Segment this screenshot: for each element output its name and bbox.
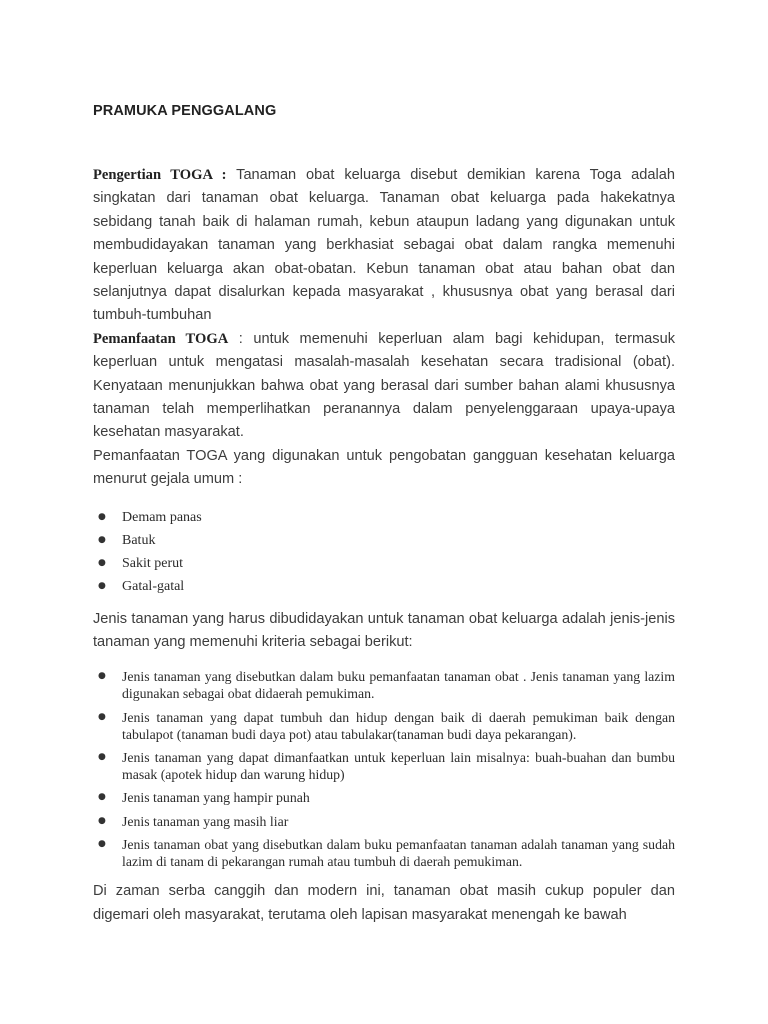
paragraph-lead-pengertian: Pengertian TOGA : <box>93 167 227 183</box>
list-item-text: Jenis tanaman yang disebutkan dalam buku pemanfaatan tanaman obat . Jenis tanaman yang lazim digunakan sebagai obat didaerah pemukiman. <box>122 669 675 702</box>
list-item-text: Batuk <box>122 532 156 548</box>
paragraph-lead-pemanfaatan: Pemanfaatan TOGA <box>93 330 229 347</box>
criteria-list <box>93 668 675 870</box>
list-item <box>93 709 675 743</box>
list-item-text: Demam panas <box>122 509 202 525</box>
bullet-icon: ● <box>98 558 106 569</box>
list-item <box>93 529 675 552</box>
paragraph-kriteria-intro: Jenis tanaman yang harus dibudidayakan untuk tanaman obat keluarga adalah jenis-jenis tanaman yang memenuhi kriteria sebagai berikut: <box>93 610 675 650</box>
symptom-list <box>93 506 675 599</box>
list-item-text: Jenis tanaman yang hampir punah <box>122 790 310 806</box>
list-item-text: Gatal-gatal <box>122 579 185 595</box>
list-item <box>93 575 675 598</box>
bullet-icon: ● <box>98 511 106 522</box>
list-item <box>93 668 675 702</box>
bullet-icon: ● <box>98 581 106 592</box>
list-item-text: Jenis tanaman yang dapat tumbuh dan hidup dengan baik di daerah pemukiman baik dengan tabulapot (tanaman budi daya pot) atau tabulakar(tanaman budi daya pekarangan). <box>122 709 675 742</box>
bullet-icon: ● <box>98 711 106 722</box>
list-item <box>93 552 675 575</box>
paragraph-text-pengertian: Tanaman obat keluarga disebut demikian karena Toga adalah singkatan dari tanaman obat keluarga. Tanaman obat keluarga pada hakekatnya sebidang tanah baik di halaman rumah, kebun ataupun ladang yang digunakan untuk membudidayakan tanaman yang berkhasiat sebagai obat dalam rangka memenuhi keperluan keluarga akan obat-obatan. Kebun tanaman obat atau bahan obat dan selanjutnya dapat disalurkan kepada masyarakat , khususnya obat yang berasal dari tumbuh-tumbuhan <box>93 167 675 324</box>
paragraph-text-pemanfaatan: : untuk memenuhi keperluan alam bagi kehidupan, termasuk keperluan untuk mengatasi masalah-masalah kesehatan secara tradisional (obat). Kenyataan menunjukkan bahwa obat yang berasal dari sumber bahan alami khususnya tanaman telah memperlihatkan peranannya dalam penyelenggaraan upaya-upaya kesehatan masyarakat. <box>93 330 675 441</box>
paragraph-pemanfaatan <box>93 328 675 445</box>
list-item-text: Jenis tanaman yang masih liar <box>122 813 289 829</box>
list-item-text: Jenis tanaman obat yang disebutkan dalam buku pemanfaatan tanaman adalah tanaman yang sudah lazim di tanam di pekarangan rumah atau tumbuh di daerah pemukiman. <box>122 837 675 870</box>
list-item-text: Sakit perut <box>122 556 184 572</box>
bullet-icon: ● <box>98 839 106 850</box>
paragraph-pengertian <box>93 164 675 328</box>
list-item <box>93 506 675 529</box>
list-item-text: Jenis tanaman yang dapat dimanfaatkan untuk keperluan lain misalnya: buah-buahan dan bumbu masak (apotek hidup dan warung hidup) <box>122 750 675 783</box>
page-title: PRAMUKA PENGGALANG <box>93 103 277 119</box>
bullet-icon: ● <box>98 792 106 803</box>
document-content <box>93 103 675 927</box>
list-item <box>93 813 675 830</box>
bullet-icon: ● <box>98 534 106 545</box>
bullet-icon: ● <box>98 671 106 682</box>
bullet-icon: ● <box>98 752 106 763</box>
bullet-icon: ● <box>98 815 106 826</box>
list-item <box>93 749 675 783</box>
list-item <box>93 789 675 806</box>
list-item <box>93 836 675 870</box>
paragraph-zaman-modern: Di zaman serba canggih dan modern ini, tanaman obat masih cukup populer dan digemari oleh masyarakat, terutama oleh lapisan masyarakat menengah ke bawah <box>93 883 675 923</box>
paragraph-gejala-intro: Pemanfaatan TOGA yang digunakan untuk pengobatan gangguan kesehatan keluarga menurut gejala umum : <box>93 447 675 488</box>
